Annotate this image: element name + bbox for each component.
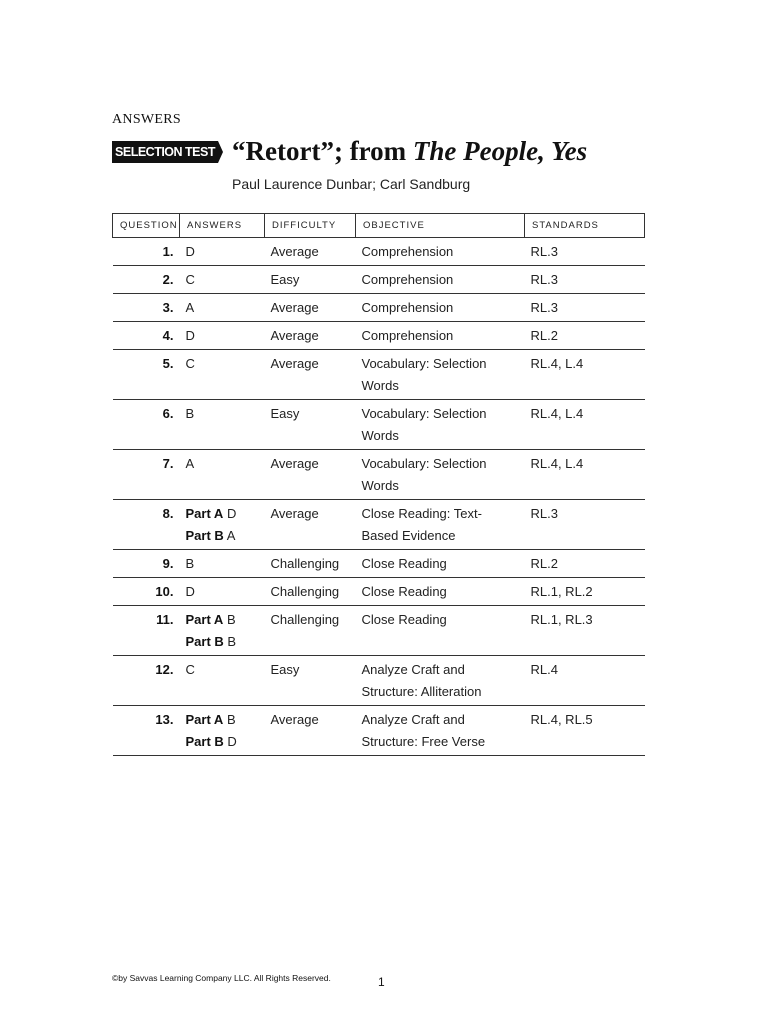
objective-cell: Comprehension: [356, 322, 525, 350]
answer-cell: [180, 294, 265, 322]
answer-cell: [180, 578, 265, 606]
answer-line: [186, 525, 259, 547]
table-row: [113, 706, 645, 756]
standards-cell: RL.1, RL.2: [525, 578, 645, 606]
answer-value: B: [185, 406, 195, 421]
table-body: [113, 238, 645, 756]
answer-part-label: Part A: [185, 612, 224, 627]
answer-line: [186, 353, 259, 375]
column-header-question: QUESTION: [113, 214, 180, 238]
answer-line: [186, 325, 259, 347]
difficulty-cell: Average: [265, 450, 356, 500]
standards-cell: RL.4, L.4: [525, 400, 645, 450]
standards-cell: RL.4, RL.5: [525, 706, 645, 756]
title-italic: The People, Yes: [412, 136, 588, 166]
question-number: 4.: [113, 322, 180, 350]
table-row: [113, 350, 645, 400]
answer-value: D: [185, 584, 195, 599]
question-number: 10.: [113, 578, 180, 606]
answer-value: A: [185, 456, 195, 471]
answer-line: [186, 631, 259, 653]
copyright-footer: ©by Savvas Learning Company LLC. All Rights Reserved.: [112, 973, 331, 983]
objective-cell: Comprehension: [356, 266, 525, 294]
answer-value: C: [185, 662, 195, 677]
question-number: 11.: [113, 606, 180, 656]
answer-cell: [180, 266, 265, 294]
question-number: 13.: [113, 706, 180, 756]
question-number: 1.: [113, 238, 180, 266]
answer-value: B: [226, 612, 236, 627]
answer-cell: [180, 656, 265, 706]
answer-value: C: [185, 272, 195, 287]
answer-cell: [180, 500, 265, 550]
standards-cell: RL.3: [525, 294, 645, 322]
answer-value: B: [227, 634, 237, 649]
objective-cell: Vocabulary: Selection Words: [356, 350, 525, 400]
question-number: 5.: [113, 350, 180, 400]
table-row: [113, 578, 645, 606]
difficulty-cell: Average: [265, 322, 356, 350]
answer-cell: [180, 706, 265, 756]
answer-part-label: Part B: [185, 734, 224, 749]
answer-value: D: [185, 244, 195, 259]
standards-cell: RL.1, RL.3: [525, 606, 645, 656]
standards-cell: RL.4, L.4: [525, 450, 645, 500]
standards-cell: RL.3: [525, 500, 645, 550]
answer-cell: [180, 450, 265, 500]
difficulty-cell: Average: [265, 238, 356, 266]
answer-key-table: [112, 213, 645, 756]
answer-cell: [180, 322, 265, 350]
difficulty-cell: Average: [265, 350, 356, 400]
objective-cell: Close Reading: Text-Based Evidence: [356, 500, 525, 550]
answer-line: [186, 453, 259, 475]
difficulty-cell: Challenging: [265, 606, 356, 656]
answer-cell: [180, 550, 265, 578]
answer-line: [186, 269, 259, 291]
answer-value: B: [185, 556, 195, 571]
standards-cell: RL.2: [525, 550, 645, 578]
objective-cell: Close Reading: [356, 550, 525, 578]
standards-cell: RL.4, L.4: [525, 350, 645, 400]
objective-cell: Analyze Craft and Structure: Free Verse: [356, 706, 525, 756]
question-number: 9.: [113, 550, 180, 578]
answer-value: D: [226, 506, 237, 521]
title-prefix: “Retort”; from: [232, 136, 413, 166]
answer-cell: [180, 238, 265, 266]
answer-line: [186, 709, 259, 731]
objective-cell: Comprehension: [356, 294, 525, 322]
answer-line: [186, 609, 259, 631]
difficulty-cell: Average: [265, 706, 356, 756]
answer-value: D: [185, 328, 195, 343]
answer-part-label: Part B: [185, 528, 224, 543]
objective-cell: Comprehension: [356, 238, 525, 266]
difficulty-cell: Easy: [265, 266, 356, 294]
answer-cell: [180, 400, 265, 450]
answer-line: [186, 731, 259, 753]
table-header-row: [113, 214, 645, 238]
answer-line: [186, 297, 259, 319]
objective-cell: Analyze Craft and Structure: Alliteration: [356, 656, 525, 706]
answer-line: [186, 403, 259, 425]
answer-value: B: [226, 712, 236, 727]
standards-cell: RL.2: [525, 322, 645, 350]
column-header-difficulty: DIFFICULTY: [265, 214, 356, 238]
answer-cell: [180, 606, 265, 656]
difficulty-cell: Easy: [265, 656, 356, 706]
difficulty-cell: Average: [265, 500, 356, 550]
question-number: 8.: [113, 500, 180, 550]
objective-cell: Vocabulary: Selection Words: [356, 450, 525, 500]
column-header-answers: ANSWERS: [180, 214, 265, 238]
page-number: 1: [378, 975, 385, 989]
authors-line: Paul Laurence Dunbar; Carl Sandburg: [232, 176, 471, 192]
table-row: [113, 238, 645, 266]
question-number: 12.: [113, 656, 180, 706]
objective-cell: Close Reading: [356, 578, 525, 606]
section-label: ANSWERS: [112, 112, 181, 127]
column-header-standards: STANDARDS: [525, 214, 645, 238]
objective-cell: Vocabulary: Selection Words: [356, 400, 525, 450]
table-row: [113, 450, 645, 500]
answer-line: [186, 553, 259, 575]
table-row: [113, 500, 645, 550]
difficulty-cell: Challenging: [265, 550, 356, 578]
answer-value: D: [227, 734, 237, 749]
standards-cell: RL.3: [525, 266, 645, 294]
objective-cell: Close Reading: [356, 606, 525, 656]
answer-part-label: Part A: [185, 506, 224, 521]
answer-line: [186, 503, 259, 525]
difficulty-cell: Challenging: [265, 578, 356, 606]
table-row: [113, 294, 645, 322]
table-row: [113, 606, 645, 656]
table-row: [113, 266, 645, 294]
answer-value: C: [185, 356, 195, 371]
selection-test-badge: SELECTION TEST: [112, 141, 218, 163]
answer-value: A: [185, 300, 195, 315]
question-number: 6.: [113, 400, 180, 450]
column-header-objective: OBJECTIVE: [356, 214, 525, 238]
table-row: [113, 400, 645, 450]
answer-line: [186, 581, 259, 603]
answer-line: [186, 241, 259, 263]
answer-part-label: Part B: [185, 634, 224, 649]
answer-cell: [180, 350, 265, 400]
table-row: [113, 322, 645, 350]
difficulty-cell: Average: [265, 294, 356, 322]
question-number: 7.: [113, 450, 180, 500]
answer-part-label: Part A: [185, 712, 224, 727]
table-row: [113, 656, 645, 706]
question-number: 2.: [113, 266, 180, 294]
table-row: [113, 550, 645, 578]
difficulty-cell: Easy: [265, 400, 356, 450]
answer-value: A: [226, 528, 236, 543]
standards-cell: RL.4: [525, 656, 645, 706]
standards-cell: RL.3: [525, 238, 645, 266]
question-number: 3.: [113, 294, 180, 322]
page-title: [232, 136, 587, 167]
answer-line: [186, 659, 259, 681]
